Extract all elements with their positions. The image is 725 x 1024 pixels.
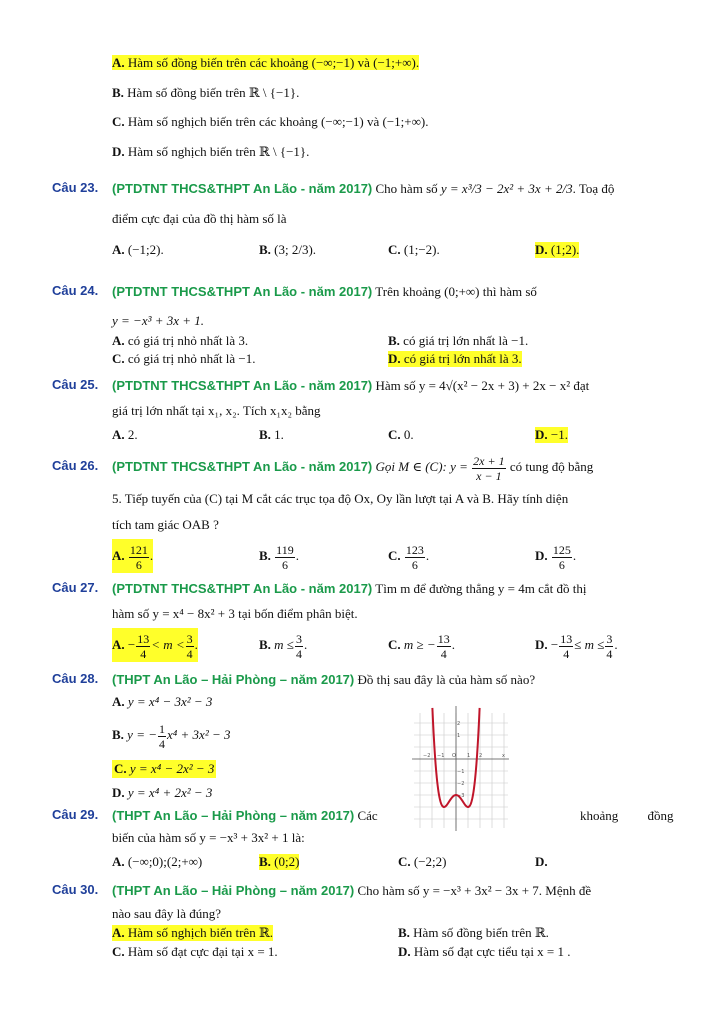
q23-option-c	[388, 242, 440, 258]
fraction	[295, 632, 303, 661]
option-value: (3; 2/3).	[274, 242, 317, 257]
option-value: có giá trị lớn nhất là −1.	[403, 333, 529, 348]
prev-option-c	[112, 113, 428, 131]
question-25-stem	[112, 377, 589, 395]
numerator: 3	[606, 631, 613, 646]
question-30-stem	[112, 882, 591, 900]
option-value: Hàm số đồng biến trên ℝ.	[413, 925, 549, 940]
question-29-stem-tail: khoảng đồng	[580, 808, 674, 823]
option-label: B.	[388, 333, 400, 348]
q28-option-b	[112, 718, 231, 752]
question-number: Câu 23.	[52, 180, 99, 195]
option-label: A.	[112, 242, 125, 257]
function-graph	[410, 703, 510, 833]
option-value: Hàm số nghịch biến trên ℝ.	[127, 925, 273, 940]
math-text: −	[127, 637, 136, 652]
q25-option-b	[259, 427, 284, 443]
option-label: A.	[112, 637, 125, 652]
q24-option-b	[388, 333, 528, 349]
option-label: A.	[112, 55, 125, 70]
q27-option-c: C. m ≥ − $\frac{13}{4}$ .	[388, 631, 455, 661]
stem-text: có tung độ bằng	[509, 459, 594, 474]
question-27-line2: hàm số y = x⁴ − 8x² + 3 tại bốn điểm phân biệt.	[112, 606, 358, 621]
question-29-line2: biến của hàm số y = −x³ + 3x² + 1 là:	[112, 830, 305, 845]
option-label: D.	[112, 144, 125, 159]
prev-option-a	[112, 54, 419, 72]
option-label: D.	[112, 785, 125, 800]
q30-option-a	[112, 925, 273, 941]
denominator: x − 1	[476, 468, 502, 483]
stem-text: Hàm số y = 4√(x² − 2x + 3) + 2x − x² đạt	[375, 378, 590, 393]
numerator: 125	[552, 542, 571, 557]
question-source: (PTDTNT THCS&THPT An Lão - năm 2017)	[112, 181, 373, 196]
fraction	[552, 543, 572, 572]
option-value: 1.	[274, 427, 284, 442]
q29-option-c	[398, 854, 447, 870]
fraction	[405, 543, 425, 572]
option-label: B.	[259, 637, 271, 652]
math-text: −	[550, 637, 559, 652]
question-number: Câu 26.	[52, 458, 99, 473]
question-number: Câu 24.	[52, 283, 99, 298]
q24-option-d	[388, 351, 522, 367]
option-label: D.	[535, 637, 548, 652]
numerator: 121	[129, 542, 148, 557]
option-value: có giá trị nhỏ nhất là −1.	[127, 351, 256, 366]
x-tick-1: 1	[467, 753, 471, 759]
y-tick-1: 1	[457, 733, 461, 739]
denominator: 4	[295, 646, 302, 661]
option-label: B.	[398, 925, 410, 940]
x-tick-neg1: −1	[437, 753, 445, 759]
denominator: 4	[563, 646, 570, 661]
function-expr: y = x³/3 − 2x² + 3x + 2/3	[440, 181, 573, 196]
option-value: (1;−2).	[403, 242, 440, 257]
option-value: 2.	[127, 427, 138, 442]
math-text: m ≤	[274, 637, 294, 652]
q26-option-b: B. $\frac{119}{6}$ .	[259, 542, 299, 572]
option-value: có giá trị nhỏ nhất là 3.	[127, 333, 249, 348]
option-value: y = x⁴ + 2x² − 3	[127, 785, 213, 800]
numerator: 3	[186, 631, 193, 646]
numerator: 123	[405, 542, 424, 557]
q28-option-a	[112, 694, 212, 710]
option-label: A.	[112, 548, 125, 563]
q26-option-c: C. $\frac{123}{6}$ .	[388, 542, 430, 572]
option-value: y = x⁴ − 2x² − 3	[129, 761, 215, 776]
math-text: ≤ m ≤	[574, 637, 605, 652]
denominator: 4	[186, 646, 193, 661]
question-number: Câu 29.	[52, 807, 99, 822]
option-label: D.	[535, 854, 548, 869]
option-value: −1.	[550, 427, 568, 442]
stem-text: . Toạ độ	[572, 181, 615, 196]
fraction	[437, 632, 451, 661]
option-value: 0.	[403, 427, 414, 442]
y-tick-neg3: −3	[457, 793, 465, 799]
q23-option-b	[259, 242, 316, 258]
q26-option-a: A. $\frac{121}{6}$ .	[112, 539, 153, 573]
q29-option-b	[259, 854, 299, 870]
option-value: (1;2).	[550, 242, 580, 257]
fraction	[559, 632, 573, 661]
denominator: 6	[281, 557, 288, 572]
question-source: (PTDTNT THCS&THPT An Lão - năm 2017)	[112, 378, 373, 393]
question-30-line2: nào sau đây là đúng?	[112, 906, 222, 921]
math-text: m ≥ −	[403, 637, 436, 652]
option-label: D.	[535, 427, 548, 442]
q24-option-a	[112, 333, 248, 349]
question-24-stem	[112, 283, 537, 301]
question-source: (PTDTNT THCS&THPT An Lão - năm 2017)	[112, 459, 373, 474]
q29-option-d	[535, 854, 548, 870]
denominator: 6	[411, 557, 418, 572]
question-27-stem	[112, 580, 586, 598]
q23-option-a	[112, 242, 164, 258]
question-26-line2: 5. Tiếp tuyến của (C) tại M cắt các trục tọa độ Ox, Oy lần lượt tại A và B. Hãy tính diện	[112, 491, 569, 506]
option-label: A.	[112, 854, 125, 869]
denominator: 4	[606, 646, 613, 661]
option-value: Hàm số đạt cực đại tại x = 1.	[127, 944, 278, 959]
q25-option-a	[112, 427, 138, 443]
stem-text: Cho hàm số	[375, 181, 438, 196]
numerator: 1	[159, 721, 165, 736]
numerator: 119	[276, 542, 294, 557]
option-label: A.	[112, 925, 125, 940]
option-label: D.	[535, 548, 548, 563]
y-tick-neg1: −1	[457, 769, 465, 775]
x-tick-2: 2	[479, 753, 483, 759]
option-label: C.	[114, 761, 127, 776]
stem-text: Gọi M ∈ (C): y =	[375, 459, 468, 474]
option-label: C.	[388, 427, 401, 442]
q28-option-c	[112, 760, 216, 778]
q30-option-c	[112, 944, 278, 960]
question-source: (THPT An Lão – Hải Phòng – năm 2017)	[112, 808, 355, 823]
q26-option-d: D. $\frac{125}{6}$ .	[535, 542, 577, 572]
option-label: A.	[112, 427, 125, 442]
option-value: Hàm số đạt cực tiểu tại x = 1 .	[413, 944, 571, 959]
option-label: D.	[535, 242, 548, 257]
graph-svg	[410, 703, 510, 833]
option-text: Hàm số nghịch biến trên các khoảng (−∞;−1) và (−1;+∞).	[127, 114, 429, 129]
q28-option-d	[112, 785, 212, 801]
option-label: C.	[112, 114, 125, 129]
denominator: 4	[440, 646, 447, 661]
option-label: C.	[398, 854, 411, 869]
option-value: có giá trị lớn nhất là 3.	[403, 351, 522, 366]
q27-option-b: B. m ≤ $\frac{3}{4}$ .	[259, 631, 308, 661]
question-23-line2: điểm cực đại của đồ thị hàm số là	[112, 211, 287, 226]
numerator: 13	[437, 631, 450, 646]
stem-text: Tìm m để đường thẳng y = 4m cắt đồ thị	[375, 581, 587, 596]
q24-option-c	[112, 351, 255, 367]
q23-option-d	[535, 242, 579, 258]
numerator: 3	[295, 631, 302, 646]
option-label: D.	[388, 351, 401, 366]
question-source: (PTDTNT THCS&THPT An Lão - năm 2017)	[112, 284, 373, 299]
option-text: Hàm số đồng biến trên ℝ \ {−1}.	[127, 85, 300, 100]
option-text: Hàm số nghịch biến trên ℝ \ {−1}.	[127, 144, 310, 159]
prev-option-d	[112, 143, 309, 161]
fraction	[136, 632, 150, 661]
q27-option-d: D. − $\frac{13}{4}$ ≤ m ≤ $\frac{3}{4}$ .	[535, 631, 618, 661]
x-tick-neg2: −2	[423, 753, 431, 759]
question-25-line2: giá trị lớn nhất tại x₁, x₂. Tích x₁x₂ bằng	[112, 403, 321, 418]
question-number: Câu 30.	[52, 882, 99, 897]
option-value: (−1;2).	[127, 242, 164, 257]
y-tick-neg2: −2	[457, 781, 465, 787]
option-label: D.	[398, 944, 411, 959]
stem-text: Đồ thị sau đây là của hàm số nào?	[357, 672, 536, 687]
option-label: C.	[112, 351, 125, 366]
option-label: C.	[388, 548, 401, 563]
fraction	[186, 632, 194, 661]
option-value: (−2;2)	[413, 854, 447, 869]
question-28-stem	[112, 671, 535, 689]
numerator: 13	[137, 631, 150, 646]
question-26-stem	[112, 450, 593, 484]
question-source: (PTDTNT THCS&THPT An Lão - năm 2017)	[112, 581, 373, 596]
math-text: x⁴ + 3x² − 3	[167, 727, 231, 742]
denominator: 6	[135, 557, 142, 572]
numerator: 13	[560, 631, 573, 646]
q25-option-d	[535, 427, 568, 443]
denominator: 6	[558, 557, 565, 572]
q30-option-b	[398, 925, 549, 941]
y-tick-2: 2	[457, 721, 461, 727]
stem-text: Cho hàm số y = −x³ + 3x² − 3x + 7. Mệnh đề	[357, 883, 592, 898]
question-source: (THPT An Lão – Hải Phòng – năm 2017)	[112, 883, 355, 898]
q29-option-a	[112, 854, 202, 870]
option-label: C.	[388, 637, 401, 652]
option-label: B.	[259, 427, 271, 442]
option-label: B.	[112, 727, 124, 742]
question-number: Câu 27.	[52, 580, 99, 595]
math-text: < m <	[151, 637, 185, 652]
option-label: A.	[112, 333, 125, 348]
option-label: B.	[259, 548, 271, 563]
option-label: B.	[259, 242, 271, 257]
denominator: 4	[140, 646, 147, 661]
option-label: B.	[259, 854, 271, 869]
fraction	[275, 543, 295, 572]
q27-option-a: A. − $\frac{13}{4}$ < m < $\frac{3}{4}$ .	[112, 628, 198, 662]
option-text: Hàm số đồng biến trên các khoảng (−∞;−1) và (−1;+∞).	[127, 55, 420, 70]
question-29-stem	[112, 807, 378, 825]
fraction	[158, 722, 166, 751]
denominator: 4	[159, 736, 165, 751]
option-label: A.	[112, 694, 125, 709]
fraction	[472, 454, 505, 483]
question-24-line2: y = −x³ + 3x + 1.	[112, 313, 205, 328]
numerator: 2x + 1	[473, 453, 505, 468]
question-23-stem	[112, 180, 614, 198]
fraction	[605, 632, 613, 661]
question-number: Câu 28.	[52, 671, 99, 686]
option-label: C.	[112, 944, 125, 959]
option-label: C.	[388, 242, 401, 257]
q30-option-d	[398, 944, 571, 960]
option-value: (0;2)	[274, 854, 300, 869]
prev-option-b	[112, 84, 299, 102]
math-text: y = −	[127, 727, 157, 742]
stem-text: Các	[357, 808, 378, 823]
option-value: y = x⁴ − 3x² − 3	[127, 694, 213, 709]
fraction	[129, 543, 149, 572]
question-number: Câu 25.	[52, 377, 99, 392]
x-axis-label: x	[502, 753, 505, 759]
x-tick-origin: O	[452, 753, 456, 759]
stem-text: Trên khoảng (0;+∞) thì hàm số	[375, 284, 537, 299]
question-26-line3: tích tam giác OAB ?	[112, 517, 219, 532]
q25-option-c	[388, 427, 414, 443]
option-value: (−∞;0);(2;+∞)	[127, 854, 203, 869]
question-source: (THPT An Lão – Hải Phòng – năm 2017)	[112, 672, 355, 687]
option-label: B.	[112, 85, 124, 100]
